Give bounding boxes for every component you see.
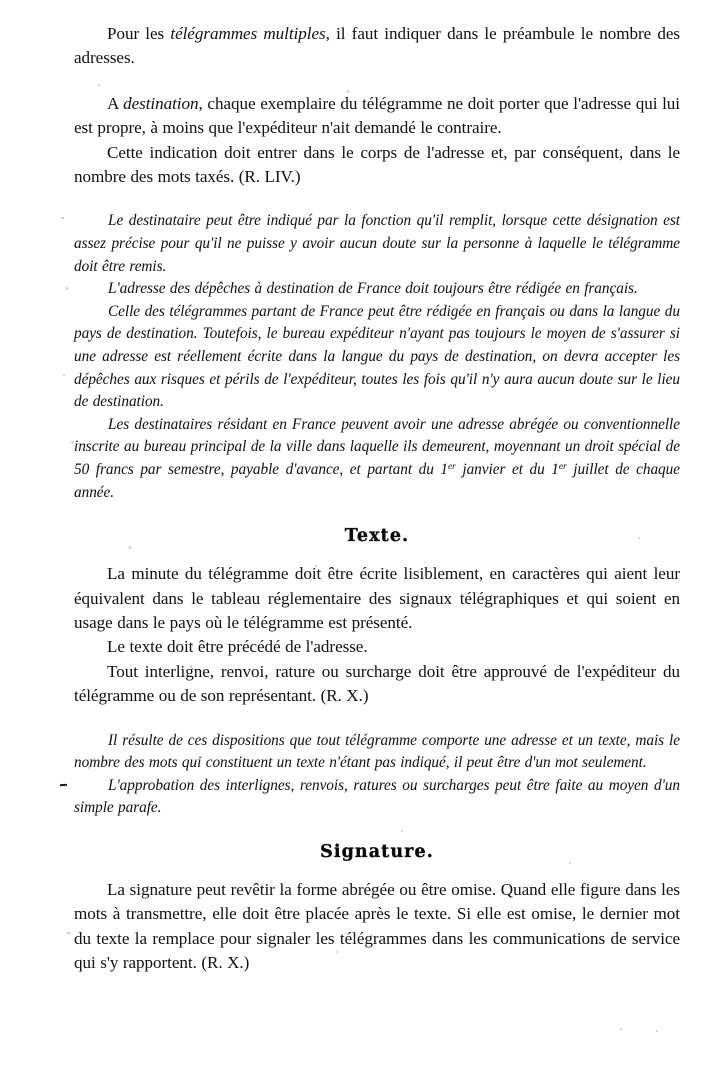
heading-spacer (74, 863, 680, 878)
paragraph-le-destinataire: Le destinataire peut être indiqué par la fonction qu'il remplit, lorsque cette désignation est assez précise pour qu'il ne puisse y avoir aucun doute sur la personne à laquelle le télégramme doit être remis. (74, 212, 680, 275)
paragraph-spacer (74, 709, 680, 730)
paragraph-text-cont: janvier et du 1 (455, 460, 559, 478)
ordinal-suffix: er (448, 462, 456, 473)
paragraph-text: A (107, 93, 124, 113)
paragraph-parafe-wrapper (74, 775, 680, 820)
paragraph-la-minute: La minute du télégramme doit être écrite lisiblement, en caractères qui aient leur équivalent dans le tableau réglementaire des signaux télégraphiques et qui soient en usage dans le pays où le télégramme est présenté. (74, 564, 680, 632)
paragraph-a-destination (74, 92, 680, 141)
paragraph-ladresse-depeches: L'adresse des dépêches à destination de France doit toujours être rédigée en français. (108, 280, 638, 298)
page-text-body (74, 22, 680, 976)
margin-dash-mark (60, 784, 67, 786)
section-heading-signature: Signature. (320, 841, 434, 862)
paragraph-telegrammes-multiples (74, 22, 680, 71)
paragraph-text-end: juillet de chaque année. (74, 460, 680, 501)
paragraph-lapprobation: L'approbation des interlignes, renvois, ratures ou surcharges peut être faite au moyen d'un simple parafe. (74, 776, 680, 817)
scan-speck (63, 374, 65, 376)
scan-speck (620, 1028, 622, 1030)
paragraph-text: Pour les (107, 24, 171, 43)
heading-spacer (74, 820, 680, 841)
scan-speck (61, 217, 64, 219)
scan-speck (67, 932, 70, 934)
paragraph-text-cont: , chaque exemplaire du télégramme ne doit porter que l'adresse qui lui est propre, à moins que l'expéditeur n'ait demandé le contraire. (74, 93, 681, 138)
scan-speck (656, 1030, 658, 1032)
emphasized-term: télégrammes multiples (170, 24, 326, 43)
paragraph-celle-des-telegrammes: Celle des télégrammes partant de France peut être rédigée en français ou dans la langue du pays de destination. Toutefois, le bureau expéditeur n'ayant pas toujours le moyen de s'assurer si une adresse est réellement écrite dans la langue du pays de destination, on devra accepter les dépêches aux risques et périls de l'expéditeur, toutes les fois qu'il n'y aura aucun doute sur le lieu de destination. (74, 302, 680, 411)
paragraph-text-cont: , il faut indiquer dans le préambule le nombre des adresses. (74, 24, 681, 68)
section-heading-texte: Texte. (344, 526, 410, 547)
paragraph-cette-indication: Cette indication doit entrer dans le corps de l'adresse et, par conséquent, dans le nombre des mots taxés. (R. LIV.) (74, 142, 680, 187)
paragraph-destinataires-residant (74, 414, 680, 504)
ordinal-suffix: er (558, 462, 567, 473)
paragraph-il-resulte: Il résulte de ces dispositions que tout télégramme comporte une adresse et un texte, mais le nombre des mots qui constituent un texte n'étant pas indiqué, il peut être d'un mot seulement. (74, 731, 680, 772)
paragraph-spacer (74, 189, 680, 210)
paragraph-tout-interligne: Tout interligne, renvoi, rature ou surcharge doit être approuvé de l'expéditeur du télégramme ou de son représentant. (R. X.) (74, 661, 680, 706)
heading-spacer (74, 547, 680, 562)
heading-spacer (74, 504, 680, 525)
paragraph-la-signature: La signature peut revêtir la forme abrégée ou être omise. Quand elle figure dans les mots à transmettre, elle doit être placée après le texte. Si elle est omise, le dernier mot du texte la remplace pour signaler les télégrammes dans les communications de service qui s'y rapportent. (R. X.) (74, 879, 680, 973)
paragraph-spacer (74, 71, 680, 92)
paragraph-text: Les destinataires résidant en France peuvent avoir une adresse abrégée ou conventionnelle inscrite au bureau principal de la ville dans laquelle ils demeurent, moyennant un droit spécial de 50 francs par semestre, payable d'avance, et partant du 1 (74, 415, 680, 478)
paragraph-le-texte-precede: Le texte doit être précédé de l'adresse. (107, 637, 368, 657)
scan-speck (66, 287, 68, 290)
emphasized-term: destination (123, 93, 199, 113)
